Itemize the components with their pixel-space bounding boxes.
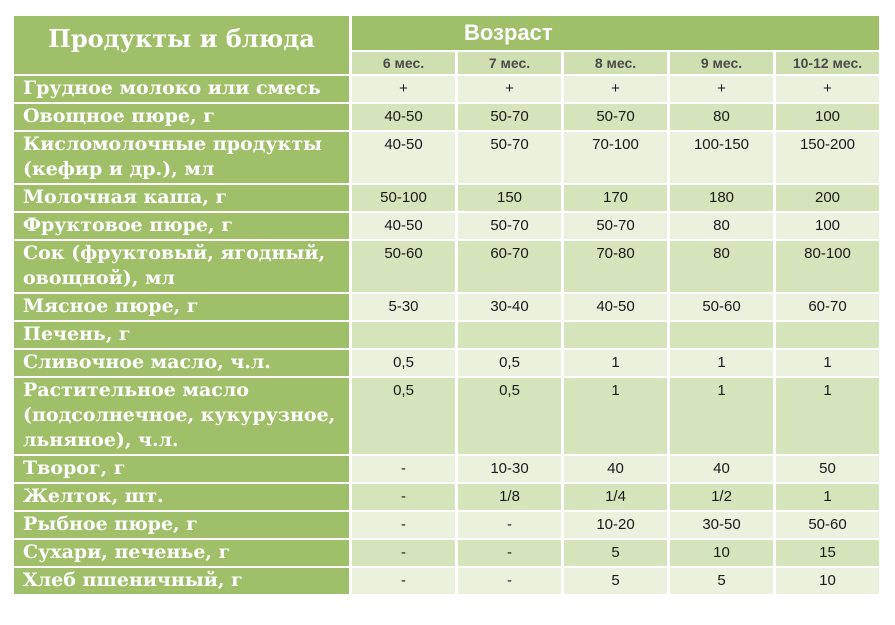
row-value: 1: [776, 484, 879, 510]
row-value: 10-30: [458, 456, 561, 482]
row-value: 40-50: [564, 294, 667, 320]
row-value: 40: [670, 456, 773, 482]
row-value: 1: [564, 378, 667, 454]
row-value: 50-70: [458, 104, 561, 130]
row-label: Кисломолочные продукты (кефир и др.), мл: [14, 132, 349, 183]
table-row: [14, 104, 879, 130]
age-header: Возраст: [352, 16, 879, 50]
row-value: -: [458, 512, 561, 538]
table-row: [14, 213, 879, 239]
row-value: 70-100: [564, 132, 667, 183]
row-value: 30-50: [670, 512, 773, 538]
row-label: Печень, г: [14, 322, 349, 348]
row-value: 100: [776, 104, 879, 130]
row-value: -: [352, 512, 455, 538]
row-value: 80-100: [776, 241, 879, 292]
table-row: [14, 484, 879, 510]
row-value: -: [352, 456, 455, 482]
row-value: 180: [670, 185, 773, 211]
row-label: Мясное пюре, г: [14, 294, 349, 320]
row-label: Овощное пюре, г: [14, 104, 349, 130]
row-value: +: [352, 76, 455, 102]
row-value: 50-60: [776, 512, 879, 538]
row-value: 1: [776, 350, 879, 376]
row-value: 50-60: [670, 294, 773, 320]
row-label: Грудное молоко или смесь: [14, 76, 349, 102]
row-value: 150-200: [776, 132, 879, 183]
age-column-7: 7 мес.: [458, 52, 561, 74]
row-value: 5-30: [352, 294, 455, 320]
row-value: 0,5: [352, 378, 455, 454]
table-row: [14, 350, 879, 376]
row-value: 50-70: [564, 104, 667, 130]
row-value: 30-40: [458, 294, 561, 320]
row-label: Рыбное пюре, г: [14, 512, 349, 538]
products-header: Продукты и блюда: [14, 16, 349, 74]
row-value: [458, 322, 561, 348]
table-row: [14, 378, 879, 454]
row-label: Творог, г: [14, 456, 349, 482]
row-value: 50-70: [564, 213, 667, 239]
table-row: [14, 540, 879, 566]
row-value: 80: [670, 241, 773, 292]
row-value: 1: [776, 378, 879, 454]
row-value: 1/2: [670, 484, 773, 510]
table-row: [14, 512, 879, 538]
table-row: [14, 76, 879, 102]
row-label: Сливочное масло, ч.л.: [14, 350, 349, 376]
row-value: 70-80: [564, 241, 667, 292]
row-label: Сок (фруктовый, ягодный, овощной), мл: [14, 241, 349, 292]
row-value: -: [352, 484, 455, 510]
row-value: [564, 322, 667, 348]
row-value: -: [458, 540, 561, 566]
row-value: 40-50: [352, 104, 455, 130]
row-value: [670, 322, 773, 348]
age-column-10-12: 10-12 мес.: [776, 52, 879, 74]
row-value: 170: [564, 185, 667, 211]
row-label: Желток, шт.: [14, 484, 349, 510]
feeding-table-wrapper: [11, 14, 882, 596]
row-value: 50-70: [458, 213, 561, 239]
row-value: 10-20: [564, 512, 667, 538]
age-column-8: 8 мес.: [564, 52, 667, 74]
row-value: 200: [776, 185, 879, 211]
row-value: 40: [564, 456, 667, 482]
table-row: [14, 294, 879, 320]
row-value: 1: [670, 378, 773, 454]
row-value: 10: [776, 568, 879, 594]
row-value: -: [352, 568, 455, 594]
row-value: +: [776, 76, 879, 102]
row-value: 10: [670, 540, 773, 566]
row-value: +: [458, 76, 561, 102]
row-value: 60-70: [776, 294, 879, 320]
row-value: 1: [670, 350, 773, 376]
row-value: 40-50: [352, 132, 455, 183]
row-value: 0,5: [458, 378, 561, 454]
row-value: 50-70: [458, 132, 561, 183]
row-value: 5: [564, 540, 667, 566]
row-value: -: [458, 568, 561, 594]
row-value: +: [670, 76, 773, 102]
feeding-table: [11, 14, 882, 596]
row-value: 60-70: [458, 241, 561, 292]
row-value: +: [564, 76, 667, 102]
row-value: 15: [776, 540, 879, 566]
row-label: Молочная каша, г: [14, 185, 349, 211]
row-label: Хлеб пшеничный, г: [14, 568, 349, 594]
row-value: 50-60: [352, 241, 455, 292]
row-value: 1/4: [564, 484, 667, 510]
row-value: 50: [776, 456, 879, 482]
row-value: 40-50: [352, 213, 455, 239]
table-row: [14, 456, 879, 482]
age-column-6: 6 мес.: [352, 52, 455, 74]
table-row: [14, 132, 879, 183]
row-value: [352, 322, 455, 348]
row-value: [776, 322, 879, 348]
table-row: [14, 241, 879, 292]
row-value: 1: [564, 350, 667, 376]
row-value: 0,5: [352, 350, 455, 376]
table-row: [14, 568, 879, 594]
row-value: 100-150: [670, 132, 773, 183]
age-column-9: 9 мес.: [670, 52, 773, 74]
row-value: 100: [776, 213, 879, 239]
row-value: 50-100: [352, 185, 455, 211]
table-row: [14, 185, 879, 211]
row-label: Фруктовое пюре, г: [14, 213, 349, 239]
row-value: 80: [670, 104, 773, 130]
table-body: [14, 76, 879, 594]
row-value: 5: [564, 568, 667, 594]
row-value: -: [352, 540, 455, 566]
row-value: 1/8: [458, 484, 561, 510]
row-label: Сухари, печенье, г: [14, 540, 349, 566]
row-value: 80: [670, 213, 773, 239]
row-value: 150: [458, 185, 561, 211]
row-value: 5: [670, 568, 773, 594]
table-row: [14, 322, 879, 348]
row-label: Растительное масло (подсолнечное, кукурузное, льняное), ч.л.: [14, 378, 349, 454]
row-value: 0,5: [458, 350, 561, 376]
